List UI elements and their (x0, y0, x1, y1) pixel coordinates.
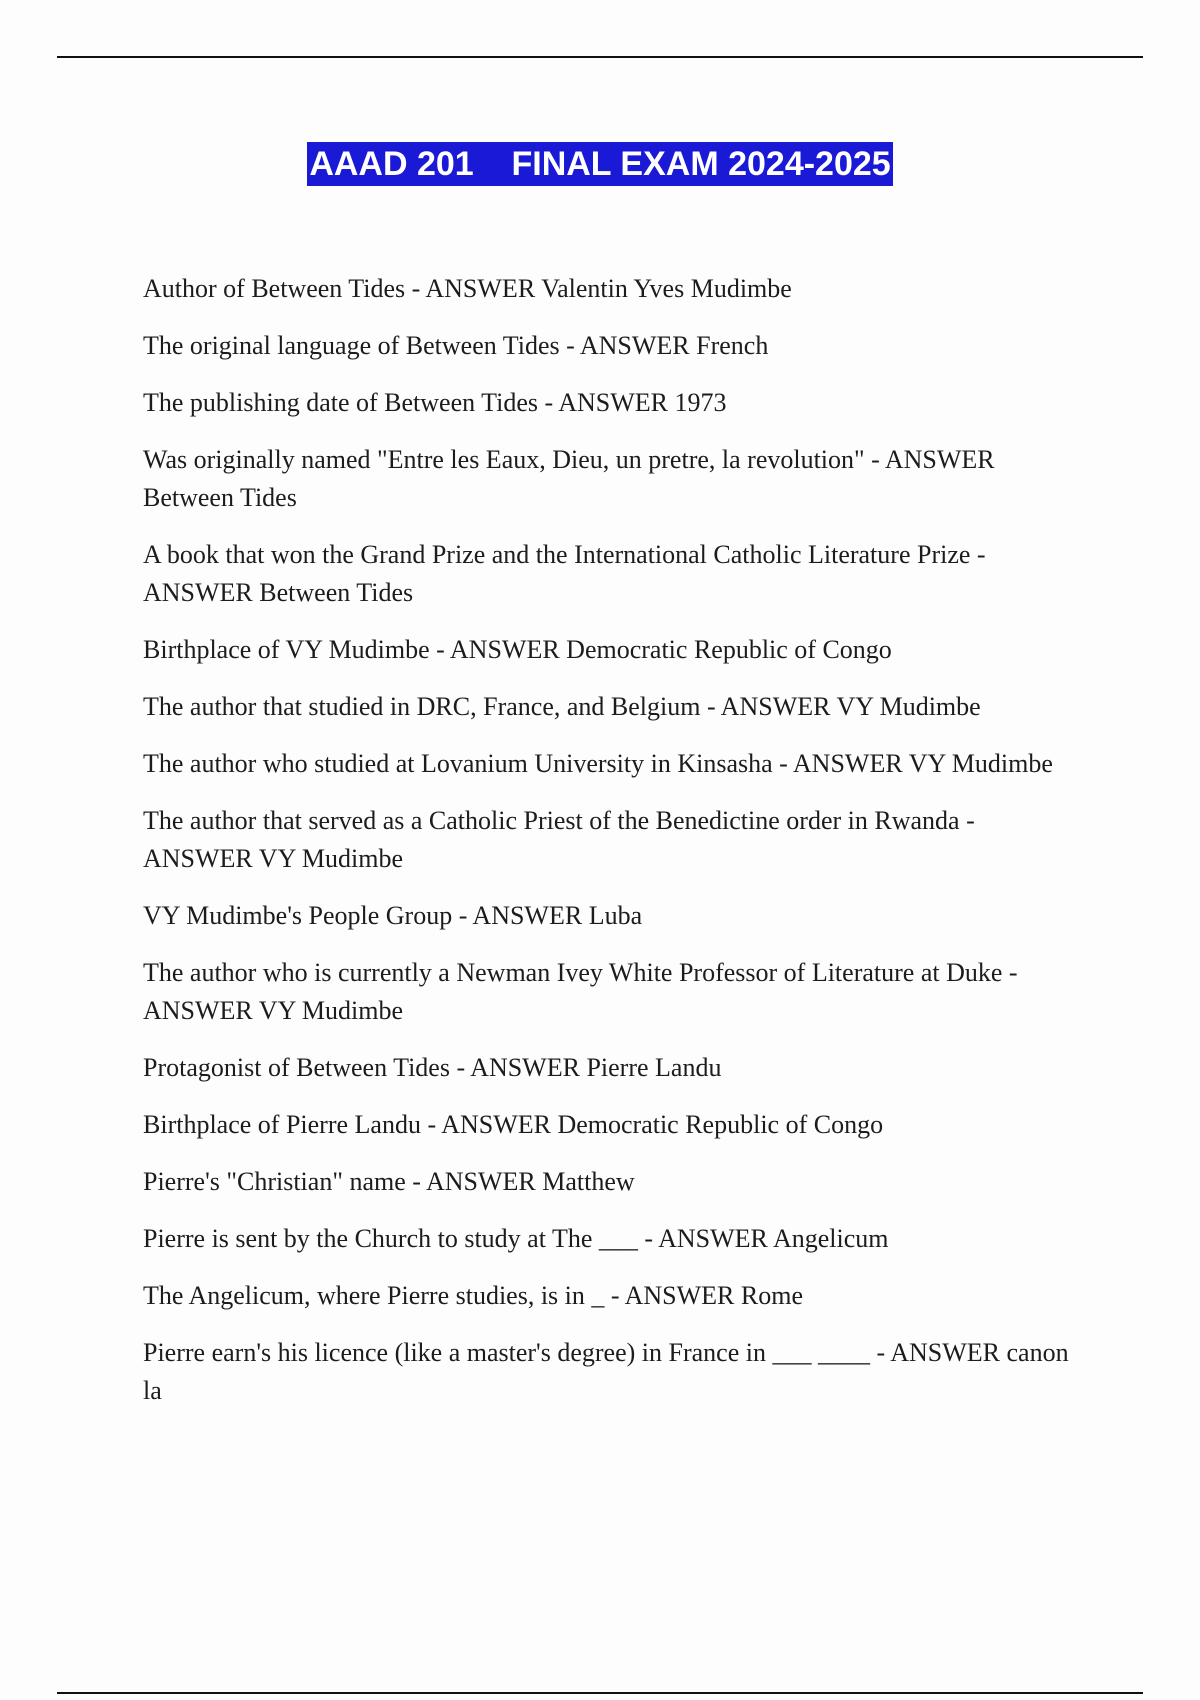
qa-item: VY Mudimbe's People Group - ANSWER Luba (143, 901, 643, 930)
qa-item: Pierre is sent by the Church to study at The ___ - ANSWER Angelicum (143, 1224, 889, 1253)
qa-item: Author of Between Tides - ANSWER Valentin Yves Mudimbe (143, 274, 792, 303)
qa-item: Pierre earn's his licence (like a master's degree) in France in ___ ____ - ANSWER canon la (143, 1338, 1069, 1405)
qa-item: The author who is currently a Newman Ivey White Professor of Literature at Duke - ANSWER VY Mudimbe (143, 958, 1018, 1025)
qa-item: Birthplace of VY Mudimbe - ANSWER Democratic Republic of Congo (143, 635, 892, 664)
qa-item: The publishing date of Between Tides - ANSWER 1973 (143, 388, 727, 417)
qa-item: Pierre's "Christian" name - ANSWER Matthew (143, 1167, 635, 1196)
qa-item: A book that won the Grand Prize and the International Catholic Literature Prize - ANSWER Between Tides (143, 540, 986, 607)
qa-list (143, 270, 1083, 1429)
qa-item: The original language of Between Tides - ANSWER French (143, 331, 769, 360)
title-container (0, 142, 1200, 186)
qa-item: The author that served as a Catholic Priest of the Benedictine order in Rwanda - ANSWER VY Mudimbe (143, 806, 975, 873)
qa-item: Birthplace of Pierre Landu - ANSWER Democratic Republic of Congo (143, 1110, 884, 1139)
qa-item: The author that studied in DRC, France, and Belgium - ANSWER VY Mudimbe (143, 692, 981, 721)
header-rule (57, 56, 1143, 58)
qa-item: The Angelicum, where Pierre studies, is in _ - ANSWER Rome (143, 1281, 804, 1310)
qa-item: The author who studied at Lovanium University in Kinsasha - ANSWER VY Mudimbe (143, 749, 1053, 778)
qa-item: Was originally named "Entre les Eaux, Dieu, un pretre, la revolution" - ANSWER Between Tides (143, 445, 995, 512)
footer-rule (57, 1692, 1143, 1694)
qa-item: Protagonist of Between Tides - ANSWER Pierre Landu (143, 1053, 722, 1082)
document-title: AAAD 201 FINAL EXAM 2024-2025 (307, 142, 892, 186)
